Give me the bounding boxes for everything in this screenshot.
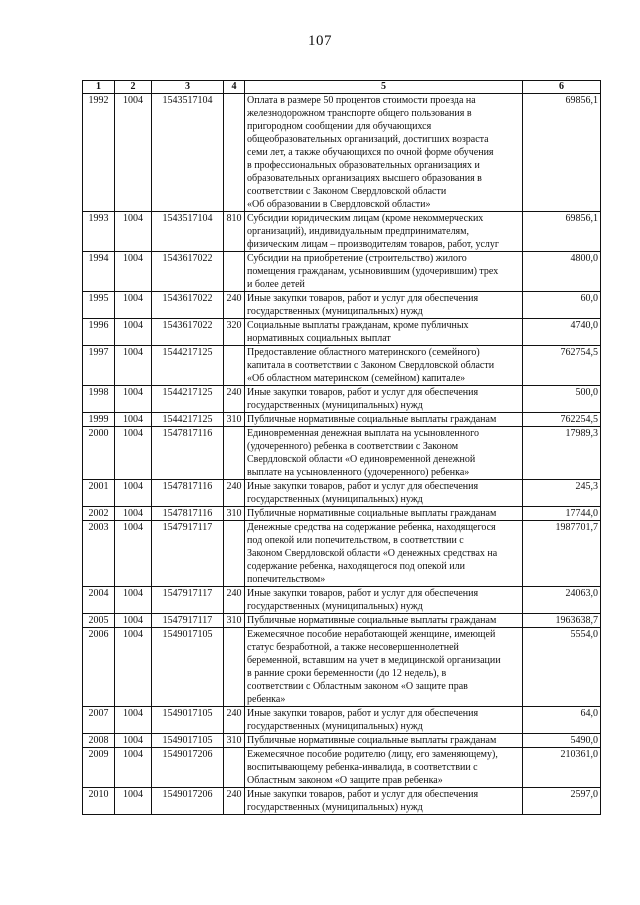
amount-cell: 2597,0: [523, 788, 601, 815]
column-header: 4: [224, 81, 245, 94]
description-line: Субсидии юридическим лицам (кроме некоммерческих: [247, 213, 484, 224]
description-line: в профессиональных образовательных организациях и: [247, 160, 480, 171]
description-line: Единовременная денежная выплата на усыновленного: [247, 428, 479, 439]
table-row: [83, 480, 601, 507]
amount-cell: 69856,1: [523, 94, 601, 212]
description-cell: [245, 346, 523, 386]
description-line: Публичные нормативные социальные выплаты гражданам: [247, 414, 497, 425]
description-cell: [245, 734, 523, 748]
budget-table: [82, 80, 601, 815]
description-line: Иные закупки товаров, работ и услуг для обеспечения: [247, 481, 479, 492]
section-code-cell: 1004: [115, 748, 152, 788]
expense-type-cell: [224, 252, 245, 292]
table-row: [83, 748, 601, 788]
description-line: Публичные нормативные социальные выплаты гражданам: [247, 508, 497, 519]
description-cell: [245, 292, 523, 319]
description-line: Социальные выплаты гражданам, кроме публичных: [247, 320, 469, 331]
amount-cell: 210361,0: [523, 748, 601, 788]
table-row: [83, 628, 601, 707]
table-row: [83, 386, 601, 413]
description-line: Иные закупки товаров, работ и услуг для обеспечения: [247, 789, 479, 800]
description-line: Оплата в размере 50 процентов стоимости проезда на: [247, 95, 476, 106]
row-number-cell: 1993: [83, 212, 115, 252]
expense-type-cell: 240: [224, 386, 245, 413]
table-row: [83, 587, 601, 614]
description-line: Свердловской области «О единовременной денежной: [247, 454, 476, 465]
row-number-cell: 2003: [83, 521, 115, 587]
section-code-cell: 1004: [115, 212, 152, 252]
description-line: государственных (муниципальных) нужд: [247, 601, 423, 612]
description-cell: [245, 94, 523, 212]
description-line: соответствии с Законом Свердловской области: [247, 186, 447, 197]
target-code-cell: 1549017105: [152, 734, 224, 748]
expense-type-cell: 240: [224, 788, 245, 815]
amount-cell: 60,0: [523, 292, 601, 319]
target-code-cell: 1547917117: [152, 587, 224, 614]
description-line: Областным законом «О защите прав ребенка»: [247, 775, 443, 786]
description-line: образовательных организациях высшего образования в: [247, 173, 482, 184]
description-line: воспитывающему ребенка-инвалида, в соответствии с: [247, 762, 478, 773]
description-line: под опекой или попечительством, в соответствии с: [247, 535, 464, 546]
expense-type-cell: 310: [224, 507, 245, 521]
row-number-cell: 2002: [83, 507, 115, 521]
section-code-cell: 1004: [115, 413, 152, 427]
expense-type-cell: [224, 748, 245, 788]
description-line: «Об образовании в Свердловской области»: [247, 199, 431, 210]
description-line: государственных (муниципальных) нужд: [247, 494, 423, 505]
table-row: [83, 413, 601, 427]
amount-cell: 500,0: [523, 386, 601, 413]
amount-cell: 24063,0: [523, 587, 601, 614]
description-line: государственных (муниципальных) нужд: [247, 400, 423, 411]
section-code-cell: 1004: [115, 614, 152, 628]
amount-cell: 69856,1: [523, 212, 601, 252]
expense-type-cell: 240: [224, 587, 245, 614]
table-row: [83, 94, 601, 212]
target-code-cell: 1543517104: [152, 212, 224, 252]
table-row: [83, 319, 601, 346]
table-row: [83, 252, 601, 292]
description-line: Иные закупки товаров, работ и услуг для обеспечения: [247, 708, 479, 719]
target-code-cell: 1543517104: [152, 94, 224, 212]
description-cell: [245, 507, 523, 521]
description-line: беременной, вставшим на учет в медицинской организации: [247, 655, 501, 666]
expense-type-cell: 240: [224, 480, 245, 507]
table-row: [83, 734, 601, 748]
description-line: Ежемесячное пособие неработающей женщине, имеющей: [247, 629, 496, 640]
table-body: [83, 94, 601, 815]
target-code-cell: 1547917117: [152, 614, 224, 628]
expense-type-cell: 240: [224, 707, 245, 734]
section-code-cell: 1004: [115, 507, 152, 521]
table-row: [83, 614, 601, 628]
description-line: железнодорожном транспорте общего пользования в: [247, 108, 472, 119]
section-code-cell: 1004: [115, 346, 152, 386]
expense-type-cell: [224, 521, 245, 587]
row-number-cell: 1998: [83, 386, 115, 413]
section-code-cell: 1004: [115, 480, 152, 507]
section-code-cell: 1004: [115, 628, 152, 707]
target-code-cell: 1544217125: [152, 386, 224, 413]
description-line: соответствии с Областным законом «О защите прав: [247, 681, 468, 692]
expense-type-cell: [224, 94, 245, 212]
column-header: 3: [152, 81, 224, 94]
description-line: общеобразовательных организаций, достигших возраста: [247, 134, 489, 145]
description-line: содержание ребенка, находящегося под опекой или: [247, 561, 465, 572]
expense-type-cell: [224, 628, 245, 707]
column-header: 6: [523, 81, 601, 94]
description-cell: [245, 614, 523, 628]
section-code-cell: 1004: [115, 587, 152, 614]
section-code-cell: 1004: [115, 788, 152, 815]
expense-type-cell: 810: [224, 212, 245, 252]
description-cell: [245, 319, 523, 346]
description-line: пригородном сообщении для обучающихся: [247, 121, 432, 132]
column-header: 5: [245, 81, 523, 94]
target-code-cell: 1549017206: [152, 748, 224, 788]
expense-type-cell: [224, 427, 245, 480]
row-number-cell: 1996: [83, 319, 115, 346]
table-row: [83, 427, 601, 480]
target-code-cell: 1543617022: [152, 319, 224, 346]
description-line: попечительством»: [247, 574, 326, 585]
table-row: [83, 507, 601, 521]
description-line: нормативных социальных выплат: [247, 333, 391, 344]
section-code-cell: 1004: [115, 319, 152, 346]
table-row: [83, 521, 601, 587]
section-code-cell: 1004: [115, 734, 152, 748]
table-row: [83, 212, 601, 252]
target-code-cell: 1547817116: [152, 480, 224, 507]
description-line: государственных (муниципальных) нужд: [247, 306, 423, 317]
description-cell: [245, 427, 523, 480]
description-line: капитала в соответствии с Законом Свердловской области: [247, 360, 495, 371]
amount-cell: 4800,0: [523, 252, 601, 292]
target-code-cell: 1549017105: [152, 628, 224, 707]
table-row: [83, 346, 601, 386]
expense-type-cell: 310: [224, 614, 245, 628]
description-line: Субсидии на приобретение (строительство) жилого: [247, 253, 467, 264]
amount-cell: 5490,0: [523, 734, 601, 748]
description-line: семи лет, а также обучающихся по очной форме обучения: [247, 147, 494, 158]
description-line: Предоставление областного материнского (семейного): [247, 347, 480, 358]
row-number-cell: 2000: [83, 427, 115, 480]
amount-cell: 17989,3: [523, 427, 601, 480]
target-code-cell: 1547817116: [152, 427, 224, 480]
description-line: Законом Свердловской области «О денежных средствах на: [247, 548, 498, 559]
table-header-row: [83, 81, 601, 94]
description-line: в ранние сроки беременности (до 12 недель), в: [247, 668, 447, 679]
section-code-cell: 1004: [115, 427, 152, 480]
target-code-cell: 1543617022: [152, 292, 224, 319]
description-cell: [245, 707, 523, 734]
section-code-cell: 1004: [115, 94, 152, 212]
description-line: организаций), индивидуальным предпринимателям,: [247, 226, 469, 237]
row-number-cell: 2010: [83, 788, 115, 815]
amount-cell: 5554,0: [523, 628, 601, 707]
column-header: 2: [115, 81, 152, 94]
section-code-cell: 1004: [115, 521, 152, 587]
description-line: Денежные средства на содержание ребенка, находящегося: [247, 522, 496, 533]
amount-cell: 64,0: [523, 707, 601, 734]
expense-type-cell: 310: [224, 413, 245, 427]
amount-cell: 1963638,7: [523, 614, 601, 628]
target-code-cell: 1544217125: [152, 346, 224, 386]
expense-type-cell: [224, 346, 245, 386]
expense-type-cell: 240: [224, 292, 245, 319]
description-line: статус безработной, а также несовершеннолетней: [247, 642, 459, 653]
description-line: Иные закупки товаров, работ и услуг для обеспечения: [247, 387, 479, 398]
expense-type-cell: 320: [224, 319, 245, 346]
section-code-cell: 1004: [115, 292, 152, 319]
description-cell: [245, 748, 523, 788]
amount-cell: 4740,0: [523, 319, 601, 346]
description-line: Ежемесячное пособие родителю (лицу, его заменяющему),: [247, 749, 498, 760]
table-row: [83, 707, 601, 734]
description-line: государственных (муниципальных) нужд: [247, 721, 423, 732]
description-line: (удочеренного) ребенка в соответствии с Законом: [247, 441, 459, 452]
description-line: государственных (муниципальных) нужд: [247, 802, 423, 813]
description-line: помещения гражданам, усыновившим (удочерившим) трех: [247, 266, 499, 277]
table-row: [83, 292, 601, 319]
description-cell: [245, 788, 523, 815]
target-code-cell: 1547817116: [152, 507, 224, 521]
page-number: 107: [308, 33, 332, 49]
description-cell: [245, 587, 523, 614]
description-cell: [245, 628, 523, 707]
description-line: Иные закупки товаров, работ и услуг для обеспечения: [247, 588, 479, 599]
description-cell: [245, 386, 523, 413]
description-cell: [245, 212, 523, 252]
description-line: Публичные нормативные социальные выплаты гражданам: [247, 615, 497, 626]
target-code-cell: 1543617022: [152, 252, 224, 292]
target-code-cell: 1549017105: [152, 707, 224, 734]
amount-cell: 17744,0: [523, 507, 601, 521]
description-line: ребенка»: [247, 694, 286, 705]
target-code-cell: 1547917117: [152, 521, 224, 587]
expense-type-cell: 310: [224, 734, 245, 748]
amount-cell: 245,3: [523, 480, 601, 507]
description-cell: [245, 480, 523, 507]
row-number-cell: 2008: [83, 734, 115, 748]
section-code-cell: 1004: [115, 386, 152, 413]
row-number-cell: 1997: [83, 346, 115, 386]
row-number-cell: 2001: [83, 480, 115, 507]
description-line: и более детей: [247, 279, 305, 290]
section-code-cell: 1004: [115, 252, 152, 292]
description-line: «Об областном материнском (семейном) капитале»: [247, 373, 466, 384]
target-code-cell: 1549017206: [152, 788, 224, 815]
amount-cell: 762754,5: [523, 346, 601, 386]
description-line: Публичные нормативные социальные выплаты гражданам: [247, 735, 497, 746]
amount-cell: 762254,5: [523, 413, 601, 427]
target-code-cell: 1544217125: [152, 413, 224, 427]
description-cell: [245, 252, 523, 292]
row-number-cell: 2005: [83, 614, 115, 628]
row-number-cell: 2004: [83, 587, 115, 614]
row-number-cell: 1995: [83, 292, 115, 319]
row-number-cell: 1994: [83, 252, 115, 292]
description-line: Иные закупки товаров, работ и услуг для обеспечения: [247, 293, 479, 304]
description-line: выплате на усыновленного (удочеренного) ребенка»: [247, 467, 470, 478]
section-code-cell: 1004: [115, 707, 152, 734]
description-cell: [245, 413, 523, 427]
row-number-cell: 2007: [83, 707, 115, 734]
table-row: [83, 788, 601, 815]
amount-cell: 1987701,7: [523, 521, 601, 587]
description-cell: [245, 521, 523, 587]
description-line: физическим лицам – производителям товаров, работ, услуг: [247, 239, 500, 250]
row-number-cell: 2006: [83, 628, 115, 707]
row-number-cell: 2009: [83, 748, 115, 788]
row-number-cell: 1999: [83, 413, 115, 427]
row-number-cell: 1992: [83, 94, 115, 212]
column-header: 1: [83, 81, 115, 94]
